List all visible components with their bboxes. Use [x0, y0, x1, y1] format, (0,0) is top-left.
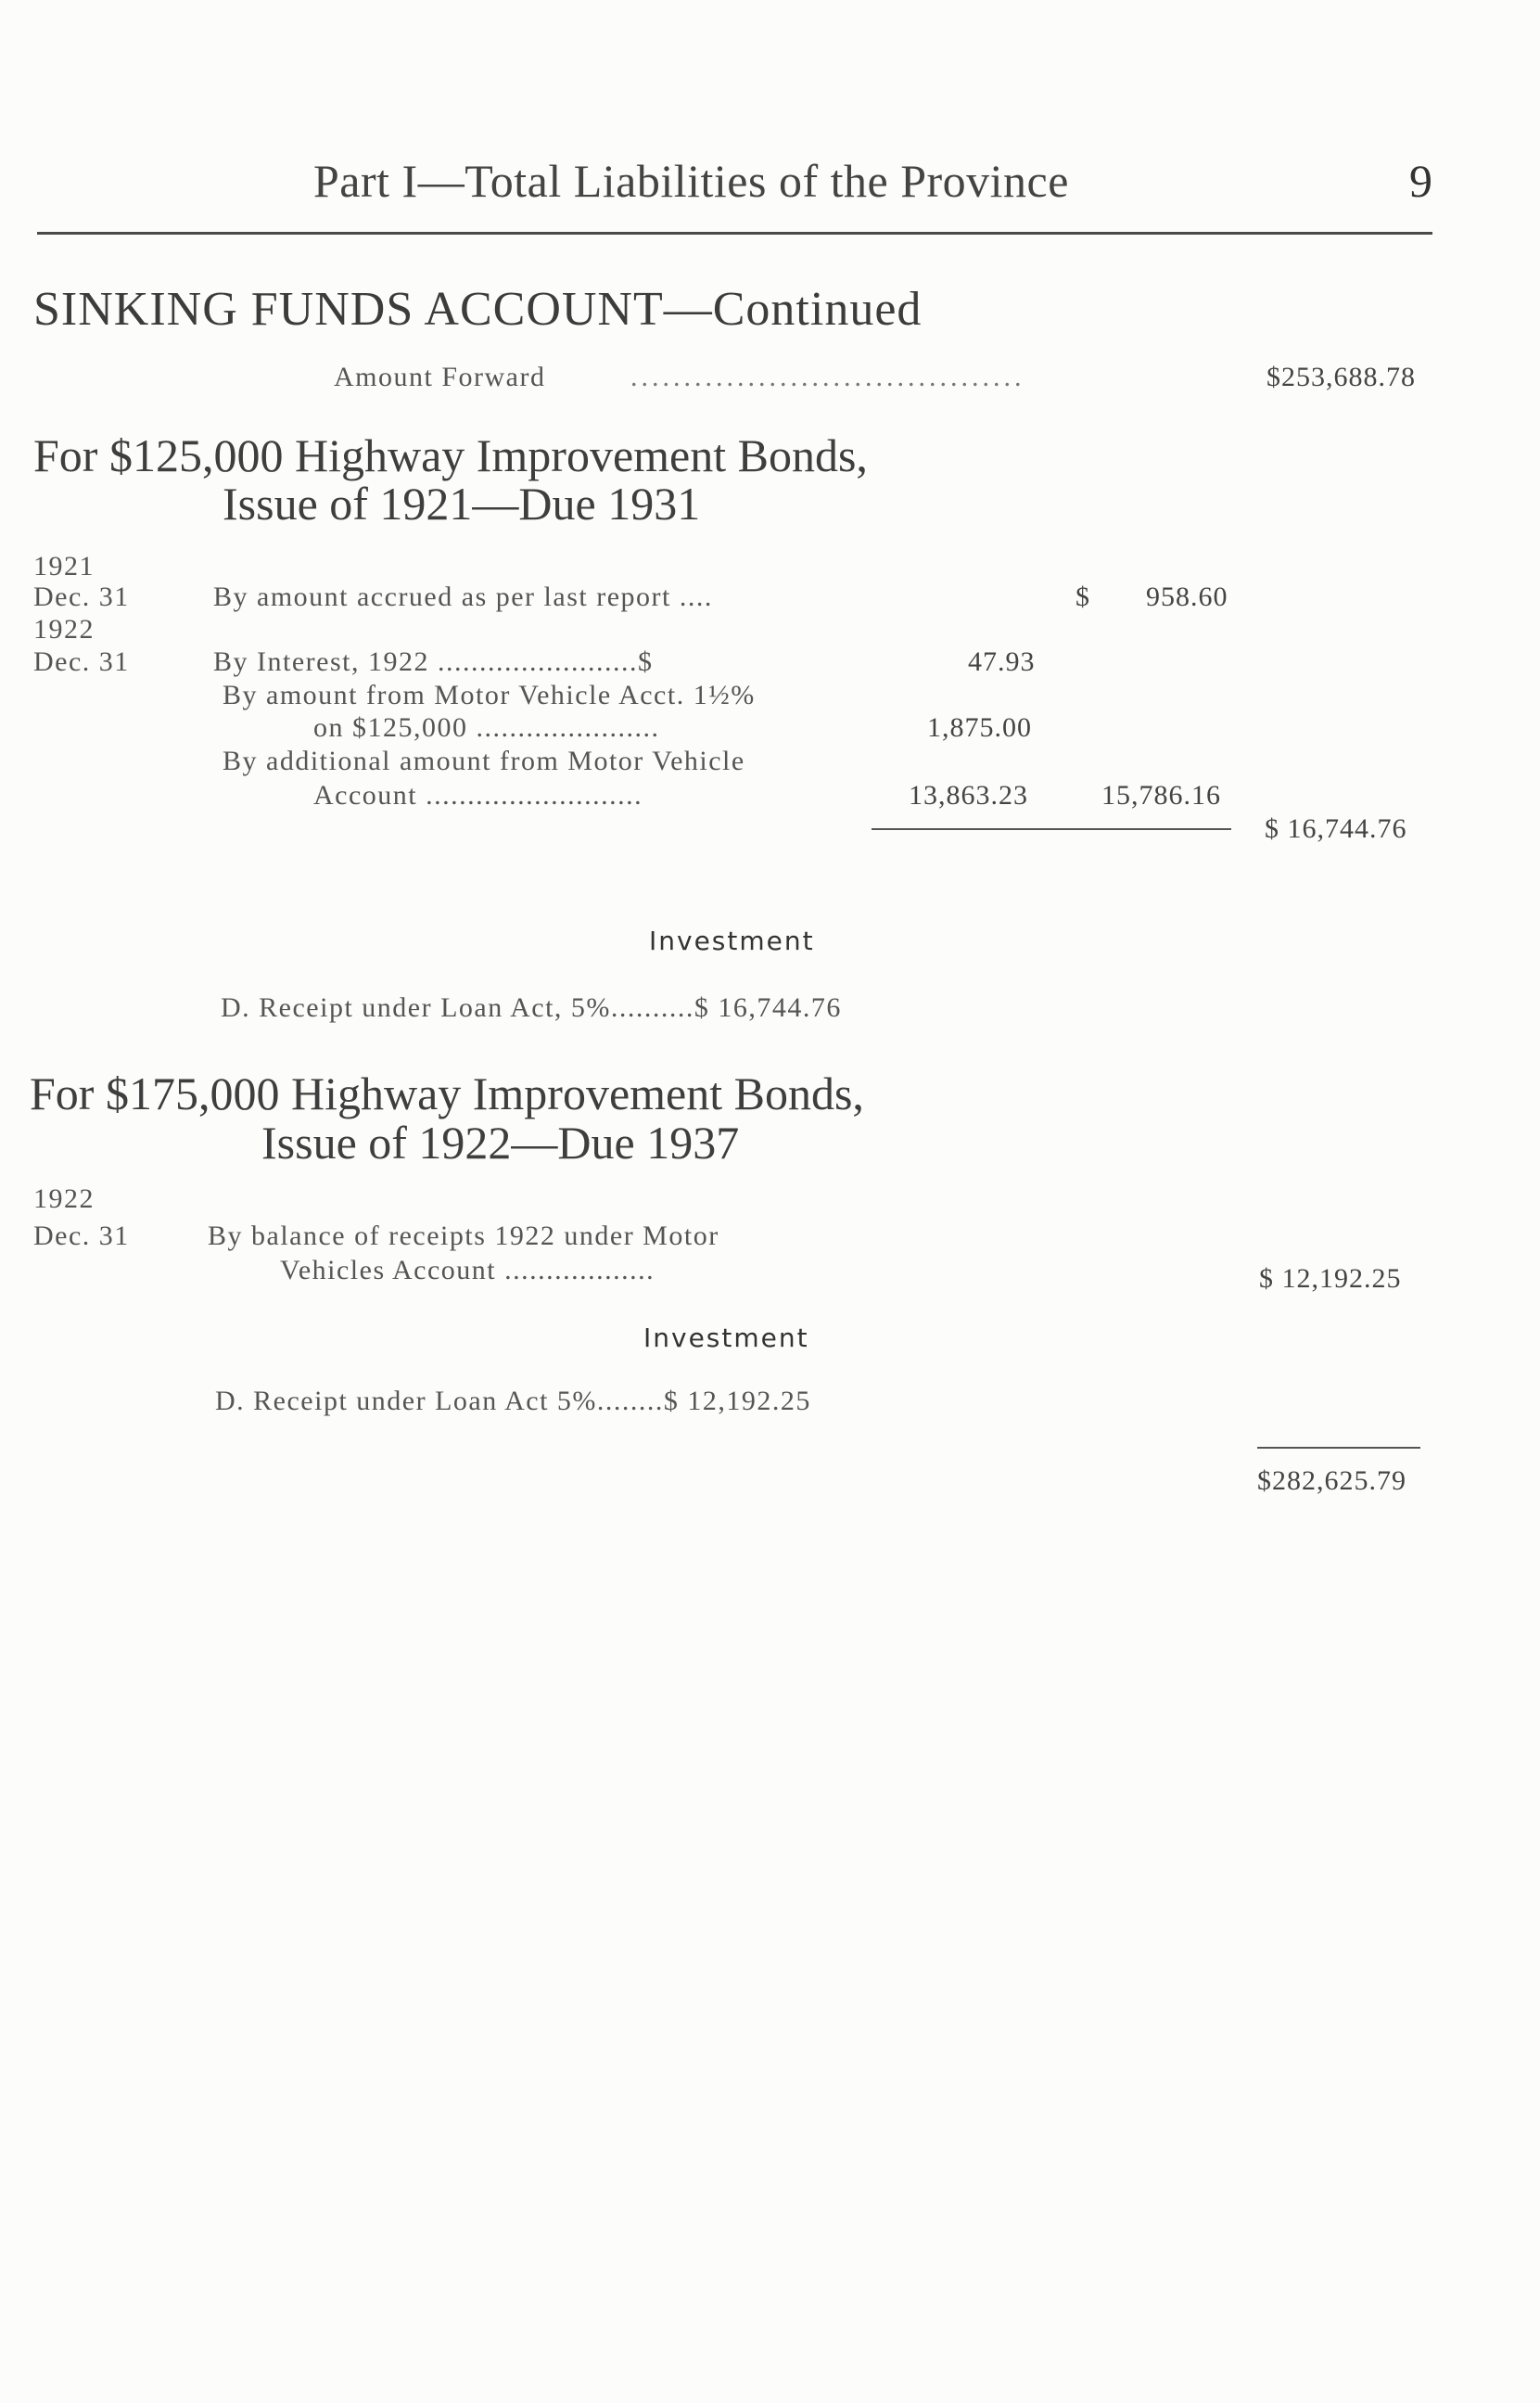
bond1-subtotal-rule	[872, 828, 1231, 830]
amount-forward-value: $253,688.78	[1266, 362, 1416, 392]
bond1-entry4-line2: Account ..........................	[313, 780, 643, 811]
bond2-date-1: Dec. 31	[33, 1221, 130, 1251]
bond1-title-line1: For $125,000 Highway Improvement Bonds,	[33, 429, 868, 481]
bond1-date-2: Dec. 31	[33, 646, 130, 677]
header-rule	[37, 232, 1432, 235]
bond2-total: $ 12,192.25	[1259, 1263, 1402, 1294]
bond2-title-line1: For $175,000 Highway Improvement Bonds,	[30, 1067, 864, 1119]
bond2-investment-line: D. Receipt under Loan Act 5%........$ 12,192.25	[215, 1386, 811, 1416]
amount-forward-label: Amount Forward	[334, 362, 546, 392]
page-header-title: Part I—Total Liabilities of the Province	[313, 155, 1069, 207]
bond1-entry3-line2: on $125,000 ......................	[313, 712, 660, 743]
bond1-entry3-line1: By amount from Motor Vehicle Acct. 1½%	[223, 680, 756, 710]
bond1-entry4-subtotal: 15,786.16	[1101, 780, 1221, 811]
amount-forward-leader: .....................................	[630, 362, 1025, 392]
bond1-entry1-value: 958.60	[1146, 582, 1228, 612]
bond1-date-1: Dec. 31	[33, 582, 130, 612]
bond1-total: $ 16,744.76	[1265, 813, 1407, 844]
bond2-entry1-line1: By balance of receipts 1922 under Motor	[208, 1221, 719, 1251]
bond2-entry1-line2: Vehicles Account ..................	[280, 1255, 655, 1285]
bond1-entry1-text: By amount accrued as per last report ....	[213, 582, 713, 612]
bond1-entry1-dollar: $	[1075, 582, 1090, 612]
grand-total-rule	[1257, 1447, 1420, 1449]
bond1-entry2-text: By Interest, 1922 ........................$	[213, 646, 654, 677]
grand-total: $282,625.79	[1257, 1465, 1406, 1496]
bond1-entry3-value: 1,875.00	[927, 712, 1032, 743]
bond1-investment-line: D. Receipt under Loan Act, 5%..........$ 16,744.76	[221, 992, 842, 1023]
bond1-investment-heading: Investment	[649, 926, 815, 956]
page-number: 9	[1409, 155, 1432, 207]
bond1-year-1922: 1922	[33, 614, 95, 645]
bond1-year-1921: 1921	[33, 551, 95, 582]
bond1-entry4-value: 13,863.23	[909, 780, 1028, 811]
section-title: SINKING FUNDS ACCOUNT—Continued	[33, 283, 923, 336]
bond2-investment-heading: Investment	[643, 1323, 809, 1353]
bond1-entry4-line1: By additional amount from Motor Vehicle	[223, 746, 745, 776]
bond2-title-line2: Issue of 1922—Due 1937	[261, 1117, 740, 1169]
bond2-year-1922: 1922	[33, 1183, 95, 1214]
bond1-title-line2: Issue of 1921—Due 1931	[223, 478, 701, 530]
bond1-entry2-value: 47.93	[968, 646, 1036, 677]
